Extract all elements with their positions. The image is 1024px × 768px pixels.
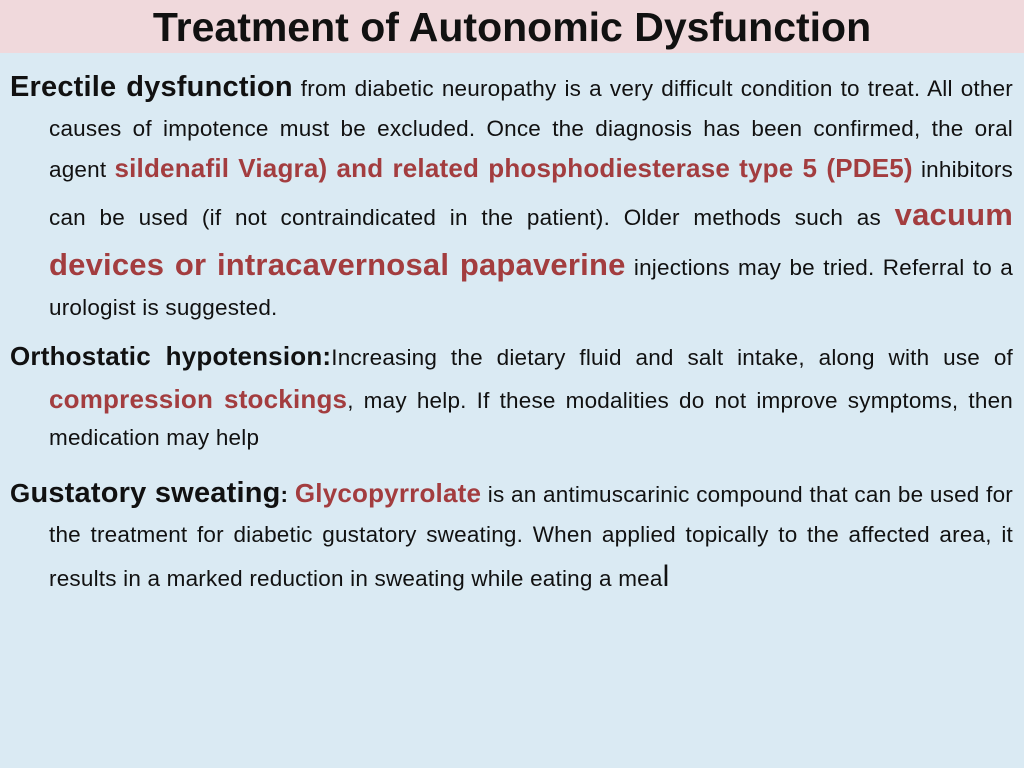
erectile-dysfunction-heading: Erectile dysfunction [10, 71, 293, 103]
slide-body [10, 64, 1013, 602]
erectile-text-1: from diabetic neuropathy is a very difficult condition to treat. All other causes of impotence must be excluded. Once the diagnosis has been confirmed, the oral agent [49, 76, 1013, 183]
orthostatic-text-2: , may help. If these modalities do not improve symptoms, then medication may help [49, 387, 1013, 450]
gustatory-colon: : [280, 482, 295, 508]
glycopyrrolate-highlight: Glycopyrrolate [294, 478, 482, 509]
gustatory-text-2: l [662, 560, 670, 594]
compression-stockings-highlight: compression stockings [49, 383, 348, 414]
vacuum-devices-highlight: vacuum devices or intracavernosal papaverine [49, 196, 1013, 282]
orthostatic-hypotension-heading: Orthostatic hypotension: [10, 341, 332, 372]
gustatory-text-1: is an antimuscarinic compound that can be used for the treatment for diabetic gustatory sweating. When applied topically to the affected area, it results in a marked reduction in sweating while eating a mea [49, 482, 1013, 592]
erectile-dysfunction-paragraph [10, 64, 1013, 326]
erectile-text-2: inhibitors can be used (if not contraindicated in the patient). Older methods such as [49, 157, 1013, 230]
gustatory-heading-initial: G [10, 478, 31, 509]
sildenafil-highlight: sildenafil Viagra) and related phosphodiesterase type 5 (PDE5) [114, 153, 913, 184]
gustatory-sweating-heading: ustatory sweating [30, 477, 281, 510]
gustatory-sweating-paragraph [10, 470, 1013, 602]
slide-title: Treatment of Autonomic Dysfunction [152, 4, 872, 50]
orthostatic-text-1: Increasing the dietary fluid and salt intake, along with use of [331, 345, 1013, 371]
orthostatic-hypotension-paragraph [10, 335, 1013, 456]
erectile-text-3: injections may be tried. Referral to a urologist is suggested. [49, 254, 1013, 320]
